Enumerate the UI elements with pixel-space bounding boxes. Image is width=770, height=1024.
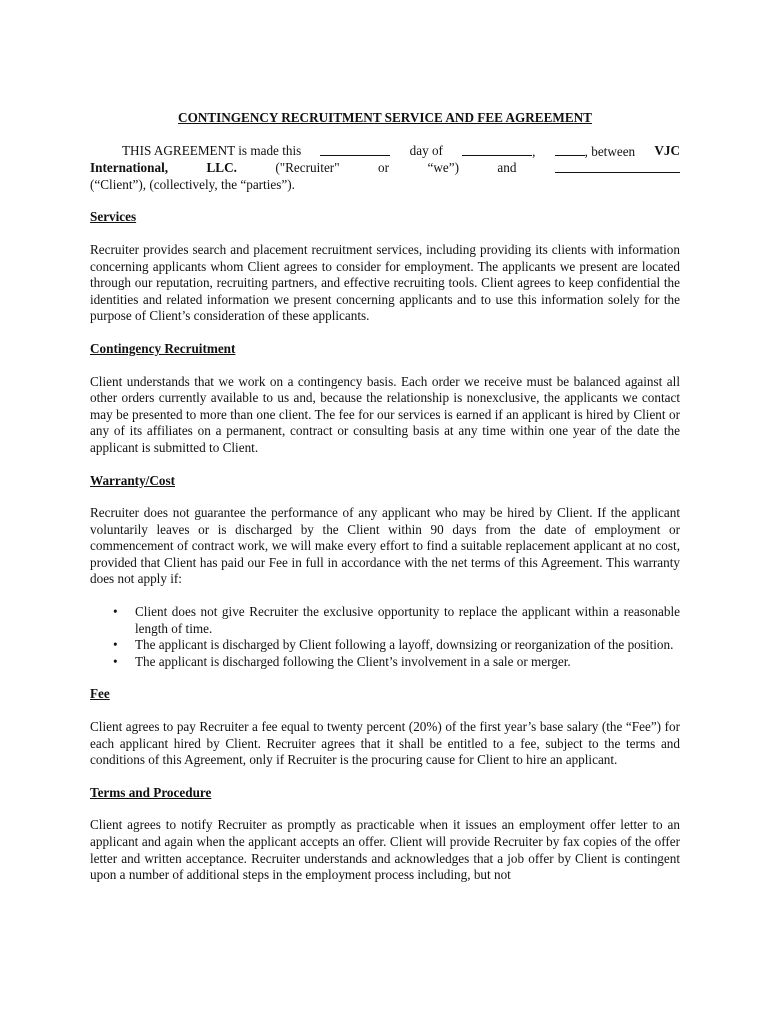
document-page bbox=[90, 110, 680, 900]
intro-recruiter-label: ("Recruiter" bbox=[275, 160, 340, 176]
bullet-icon: • bbox=[113, 604, 118, 620]
intro-we: “we”) bbox=[427, 160, 459, 176]
client-name-blank[interactable] bbox=[555, 160, 680, 173]
services-body: Recruiter provides search and placement recruitment services, including providing its clients with information concerning applicants whom Client agrees to consider for employment. The applicants we present are located through our reputation, recruiting partners, and effective recruiting tools. Client agrees to keep confidential the identities and related information we present concerning applicants and to use this information solely for the purpose of Client’s consideration of these applicants. bbox=[90, 241, 680, 324]
list-item bbox=[90, 654, 680, 671]
services-heading: Services bbox=[90, 209, 137, 225]
intro-line-1 bbox=[90, 143, 680, 161]
intro-line-2 bbox=[90, 160, 680, 177]
fee-heading: Fee bbox=[90, 686, 110, 702]
recruiter-name-1: VJC bbox=[654, 142, 680, 158]
warranty-exceptions-list bbox=[90, 604, 680, 670]
month-blank[interactable] bbox=[462, 143, 532, 156]
bullet-icon: • bbox=[113, 653, 118, 669]
bullet-icon: • bbox=[113, 637, 118, 653]
list-item bbox=[90, 604, 680, 637]
list-item-text: Client does not give Recruiter the exclusive opportunity to replace the applicant within a reasonable length of time. bbox=[135, 604, 680, 636]
warranty-body: Recruiter does not guarantee the performance of any applicant who may be hired by Client. If the applicant voluntarily leaves or is discharged by the Client within 90 days from the date of employment or commencement of contract work, we will make every effort to find a suitable replacement applicant at no cost, provided that Client has paid our Fee in full in accordance with the net terms of this Agreement. This warranty does not apply if: bbox=[90, 505, 680, 587]
intro-and: and bbox=[497, 160, 517, 176]
intro-or: or bbox=[378, 160, 390, 176]
agreement-intro bbox=[90, 143, 680, 194]
intro-between: , between bbox=[584, 143, 636, 159]
list-item-text: The applicant is discharged by Client following a layoff, downsizing or reorganization of the position. bbox=[135, 637, 674, 653]
contingency-heading: Contingency Recruitment bbox=[90, 340, 236, 356]
intro-day-of: day of bbox=[409, 142, 443, 158]
year-blank[interactable] bbox=[555, 143, 585, 156]
intro-made-this: THIS AGREEMENT is made this bbox=[122, 142, 302, 158]
list-item bbox=[90, 637, 680, 654]
recruiter-name-2: International, bbox=[90, 160, 169, 176]
month-field bbox=[462, 143, 535, 161]
year-field bbox=[555, 143, 636, 161]
day-blank[interactable] bbox=[320, 143, 390, 156]
list-item-text: The applicant is discharged following the Client’s involvement in a sale or merger. bbox=[135, 653, 571, 669]
intro-comma: , bbox=[532, 143, 536, 159]
document-title: CONTINGENCY RECRUITMENT SERVICE AND FEE AGREEMENT bbox=[178, 110, 592, 125]
terms-body: Client agrees to notify Recruiter as promptly as practicable when it issues an employment offer letter to an applicant and again when the applicant accepts an offer. Client will provide Recruiter by fax copies of the offer letter and written acceptance. Recruiter understands and acknowledges that a job offer by Client is contingent upon a number of additional steps in the employment process including, but not bbox=[90, 817, 680, 883]
contingency-body: Client understands that we work on a contingency basis. Each order we receive must be balanced against all other orders currently available to us and, because the relationship is nonexclusive, the applicants we contact may be presented to more than one client. The fee for our services is earned if an applicant is hired by Client or any of its affiliates on a permanent, contract or consulting basis at any time within one year of the date the applicant is submitted to Client. bbox=[90, 373, 680, 455]
terms-heading: Terms and Procedure bbox=[90, 784, 212, 800]
warranty-heading: Warranty/Cost bbox=[90, 472, 175, 488]
intro-line-3: (“Client”), (collectively, the “parties”). bbox=[90, 176, 295, 192]
fee-body: Client agrees to pay Recruiter a fee equal to twenty percent (20%) of the first year’s base salary (the “Fee”) for each applicant hired by Client. Recruiter agrees that it shall be entitled to a fee, subject to the terms and conditions of this Agreement, only if Recruiter is the procuring cause for Client to hire an applicant. bbox=[90, 719, 680, 768]
recruiter-name-3: LLC. bbox=[206, 160, 237, 176]
